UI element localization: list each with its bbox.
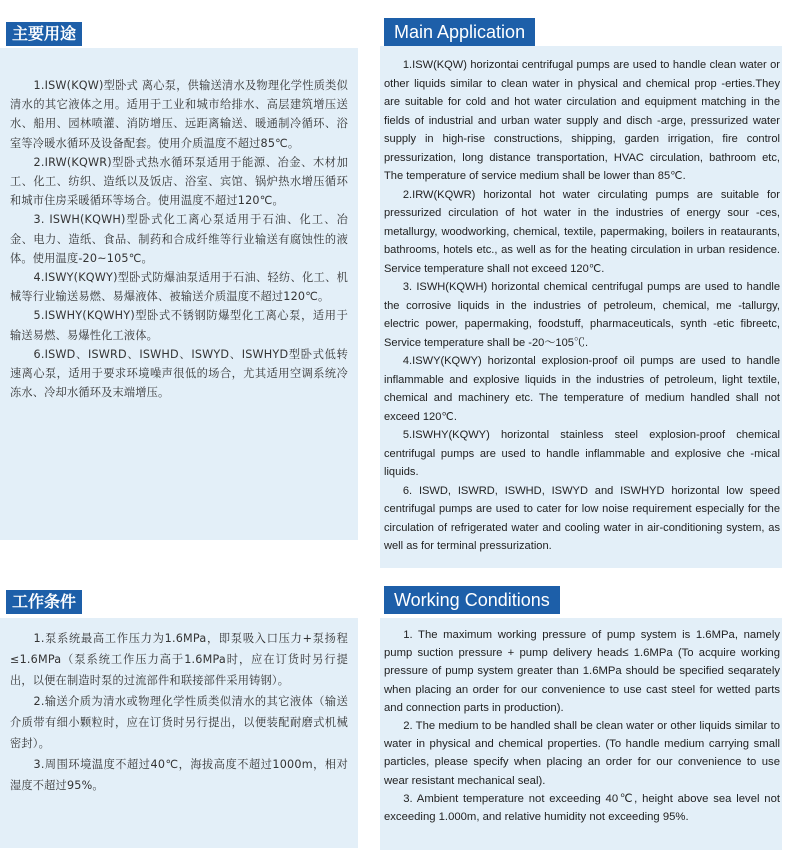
- list-item: 2. The medium to be handled shall be clean water or other liquids similar to water in physical and chemical properties. (To handle medium carrying small particles, please specify when placing an order for our convenience to use wear resistant mechanical seal).: [384, 720, 780, 787]
- main-application-cn-title: 主要用途: [6, 22, 82, 46]
- list-item: 5.ISWHY(KQWY) horizontal stainless steel explosion-proof chemical centrifugal pumps are used to handle inflammable and explosive che -mical liquids.: [384, 429, 780, 478]
- list-item: 1.ISW(KQW) horizontai centrifugal pumps are used to handle clean water or other liquids similar to clean water in physical and chemical prop -erties.They are suitable for cold and hot water circulation and equipment matching in the fields of industrial and urban water supply and disch -arge, pressurized water supply in high-rise constructions, shipping, garden irrigation, fire control pressurization, long distance transportation, HVAC circulation, bathroom etc, The temperature of service medium shall be lower than 85℃.: [384, 59, 780, 182]
- list-item: 1. The maximum working pressure of pump system is 1.6MPa, namely pump suction pressure + pump delivery head≤ 1.6MPa (To acquire working pressure of pump system greater than 1.6MPa should be specified seqarately when placing an order for our convenience to use cast steel for wetted parts and connection parts in production).: [384, 629, 780, 714]
- list-item: 2.IRW(KQWR)型卧式热水循环泵适用于能源、冶金、木材加工、化工、纺织、造纸以及饭店、浴室、宾馆、锅炉热水增压循环和城市住房采暖循环等场合。使用温度不超过120℃。: [10, 155, 348, 208]
- list-item: 4.ISWY(KQWY)型卧式防爆油泵适用于石油、轻纺、化工、机械等行业输送易燃、易爆液体、被输送介质温度不超过120℃。: [10, 271, 348, 304]
- list-item: 6. ISWD, ISWRD, ISWHD, ISWYD and ISWHYD horizontal low speed centrifugal pumps are used to cater for low noise requirement especially for the circulation of refrigerated water and cooling water in air-conditioning system, as well as for terminal pressurization.: [384, 484, 780, 552]
- list-item: 3. ISWH(KQWH)型卧式化工离心泵适用于石油、化工、冶金、电力、造纸、食品、制药和合成纤维等行业输送有腐蚀性的液体。使用温度-20~105℃。: [10, 213, 348, 265]
- list-item: 6.ISWD、ISWRD、ISWHD、ISWYD、ISWHYD型卧式低转速离心泵，适用于要求环境噪声很低的场合，尤其适用空调系统冷冻水、冷却水循环及末端增压。: [10, 347, 348, 400]
- list-item: 2.输送介质为清水或物理化学性质类似清水的其它液体（输送介质带有细小颗粒时，应在订货时另行提出，以便装配耐磨式机械密封）。: [10, 695, 348, 750]
- list-item: 2.IRW(KQWR) horizontal hot water circulating pumps are suitable for pressurized circulation of hot water in the industries of energy sour -ces, metallurgy, woodworking, chemical, textile, papermaking, boilers in reataurants, bathrooms, hotels etc., as well as for the heating circulation in urban residence. Service temperature shall not exceed 120℃.: [384, 188, 780, 275]
- main-application-cn-body: [10, 76, 348, 402]
- working-conditions-cn-body: [10, 628, 348, 796]
- list-item: 3. ISWH(KQWH) horizontal chemical centrifugal pumps are used to handle the corrosive liquids in the industries of petroleum, chemical, me -tallurgy, electric power, papermaking, foodstuff, pharmaceuticals, synth -etic fibreetc, Service temperature shall be -20～105℃.: [384, 281, 780, 349]
- list-item: 1.泵系统最高工作压力为1.6MPa，即泵吸入口压力+泵扬程≤1.6MPa（泵系统工作压力高于1.6MPa时，应在订货时另行提出，以便在制造时泵的过流部件和联接部件采用铸钢）。: [10, 632, 348, 687]
- working-conditions-cn-title: 工作条件: [6, 590, 82, 614]
- list-item: 1.ISW(KQW)型卧式 离心泵，供输送清水及物理化学性质类似清水的其它液体之用。适用于工业和城市给排水、高层建筑增压送水、船用、园林喷灌、消防增压、远距离输送、暖通制冷循环、浴室等冷暖水循环及设备配套。使用介质温度不超过85℃。: [10, 79, 348, 150]
- list-item: 5.ISWHY(KQWHY)型卧式不锈钢防爆型化工离心泵，适用于输送易燃、易爆性化工液体。: [10, 309, 348, 342]
- working-conditions-en-body: [384, 626, 780, 826]
- main-application-en-body: [384, 56, 780, 556]
- list-item: 3.周围环境温度不超过40℃，海拔高度不超过1000m，相对湿度不超过95%。: [10, 758, 348, 792]
- main-application-en-title: Main Application: [384, 18, 535, 46]
- list-item: 3. Ambient temperature not exceeding 40℃, height above sea level not exceeding 1.000m, and relative humidity not exceeding 95%.: [384, 792, 780, 824]
- working-conditions-en-title: Working Conditions: [384, 586, 560, 614]
- list-item: 4.ISWY(KQWY) horizontal explosion-proof oil pumps are used to handle inflammable and explosive liquids in the industries of petroleum, light textile, chemical and machinery etc. The temperature of medium handled shall not exceed 120℃.: [384, 355, 780, 423]
